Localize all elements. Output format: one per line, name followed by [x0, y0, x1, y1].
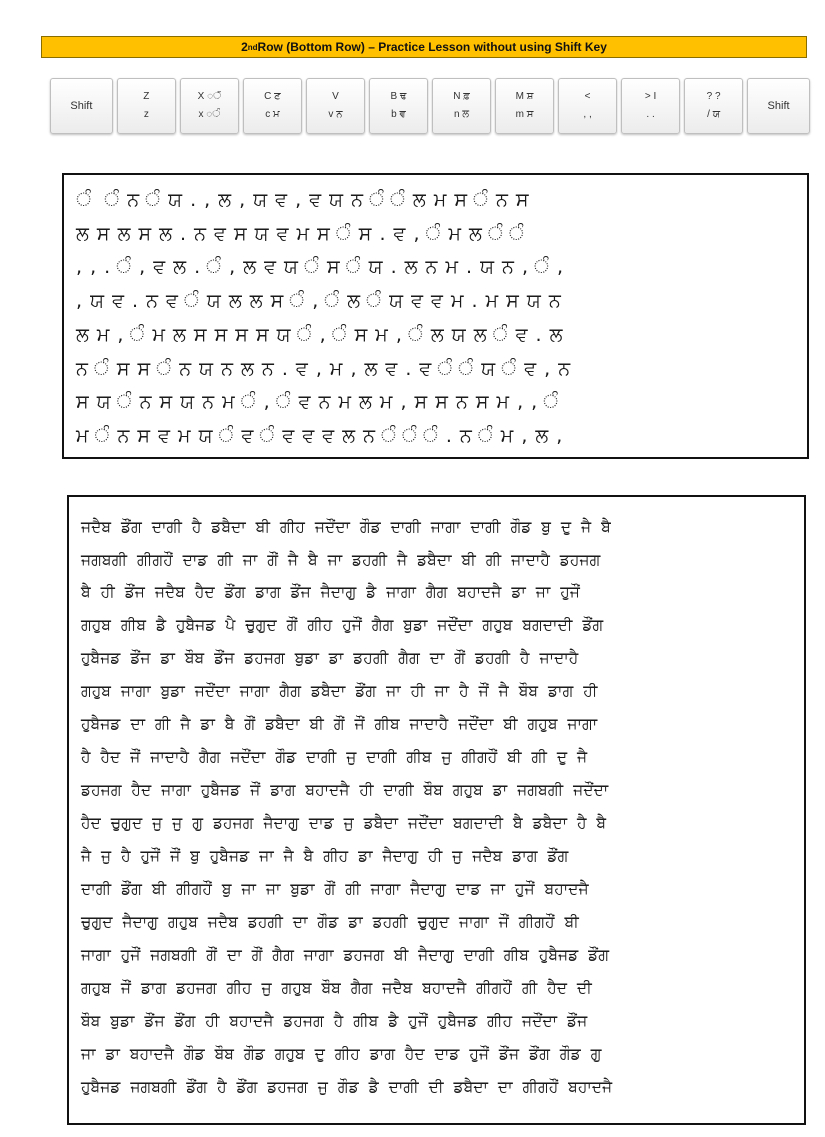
word-line: ਡਹਜਗ ਹੈਦ ਜਾਗਾ ਹੁਬੈਜਡ ਜੌਂ ਡਾਗ ਬਹਾਦਜੈ ਹੀ ਦਾਗੀ ਬੌਬ ਗਹੁਬ ਡਾ ਜਗਬਗੀ ਜਦੌਂਦਾ: [81, 781, 609, 799]
word-line: ਗਹੁਬ ਜੌਂ ਡਾਗ ਡਹਜਗ ਗੀਹ ਜੁ ਗਹੁਬ ਬੌਬ ਗੈਗ ਜਦੈਬ ਬਹਾਦਜੈ ਗੀਗਹੌਂ ਗੀ ਹੈਦ ਦੀ: [81, 979, 592, 997]
word-line: ਹੈਦ ਚੁਗੁਦ ਜੁ ਜੁ ਗੁ ਡਹਜਗ ਜੈਦਾਗੁ ਦਾਡ ਜੁ ਡਬੈਦਾ ਜਦੌਂਦਾ ਬਗਦਾਦੀ ਬੈ ਡਬੈਦਾ ਹੈ ਬੈ: [81, 814, 607, 832]
key-z[interactable]: Z z: [117, 78, 176, 134]
word-line: ਹੈ ਹੈਦ ਜੌਂ ਜਾਦਾਹੈ ਗੈਗ ਜਦੌਂਦਾ ਗੌਡ ਦਾਗੀ ਜੁ ਦਾਗੀ ਗੀਬ ਜੁ ਗੀਗਹੌਂ ਬੀ ਗੀ ਦੁ ਜੈ: [81, 748, 588, 766]
key-b[interactable]: B ਢ b ਵ: [369, 78, 428, 134]
word-line: ਜਦੈਬ ਡੌਂਗ ਦਾਗੀ ਹੈ ਡਬੈਦਾ ਬੀ ਗੀਹ ਜਦੌਂਦਾ ਗੌਡ ਦਾਗੀ ਜਾਗਾ ਦਾਗੀ ਗੌਡ ਬੁ ਦੁ ਜੈ ਬੈ: [81, 518, 611, 536]
key-x[interactable]: X ◌ੱ x ◌ੰ: [180, 78, 239, 134]
char-line: ਮ ੰ ਨ ਸ ਵ ਮ ਯ ੰ ਵ ੰ ਵ ਵ ਵ ਲ ਨ ੰ ੰ ੰ . ਨ ੰ ਮ , ਲ ,: [76, 425, 564, 447]
word-line: ਚੁਗੁਦ ਜੈਦਾਗੁ ਗਹੁਬ ਜਦੈਬ ਡਹਗੀ ਦਾ ਗੌਡ ਡਾ ਡਹਗੀ ਚੁਗੁਦ ਜਾਗਾ ਜੌਂ ਗੀਗਹੌਂ ਬੀ: [81, 913, 579, 931]
word-line: ਜਗਬਗੀ ਗੀਗਹੌਂ ਦਾਡ ਗੀ ਜਾ ਗੌਂ ਜੈ ਬੈ ਜਾ ਡਹਗੀ ਜੈ ਡਬੈਦਾ ਬੀ ਗੀ ਜਾਦਾਹੈ ਡਹਜਗ: [81, 551, 601, 569]
word-line: ਬੈ ਹੀ ਡੌਂਜ ਜਦੈਬ ਹੈਦ ਡੌਂਗ ਡਾਗ ਡੌਂਜ ਜੈਦਾਗੁ ਡੈ ਜਾਗਾ ਗੈਗ ਬਹਾਦਜੈ ਡਾ ਜਾ ਹੁਜੌਂ: [81, 583, 580, 601]
word-line: ਗਹੁਬ ਗੀਬ ਡੈ ਹੁਬੈਜਡ ਪੈ ਚੁਗੁਦ ਗੌਂ ਗੀਹ ਹੁਜੌਂ ਗੈਗ ਬੁਡਾ ਜਦੌਂਦਾ ਗਹੁਬ ਬਗਦਾਦੀ ਡੌਂਗ: [81, 616, 604, 634]
title-ordinal-suffix: nd: [247, 42, 258, 52]
word-line: ਹੁਬੈਜਡ ਡੌਂਜ ਡਾ ਬੌਬ ਡੌਂਜ ਡਹਜਗ ਬੁਡਾ ਡਾ ਡਹਗੀ ਗੈਗ ਦਾ ਗੌਂ ਡਹਗੀ ਹੈ ਜਾਦਾਹੈ: [81, 649, 579, 667]
practice-box-characters: [62, 173, 809, 459]
key-comma[interactable]: < , ,: [558, 78, 617, 134]
key-n[interactable]: N ਫ਼ n ਲ: [432, 78, 491, 134]
keyboard-bottom-row: [50, 78, 810, 136]
word-line: ਬੌਬ ਬੁਡਾ ਡੌਂਜ ਡੌਂਗ ਹੀ ਬਹਾਦਜੈ ਡਹਜਗ ਹੈ ਗੀਬ ਡੈ ਹੁਜੌਂ ਹੁਬੈਜਡ ਗੀਹ ਜਦੌਂਦਾ ਡੌਂਜ: [81, 1012, 588, 1030]
key-v[interactable]: V v ਨ: [306, 78, 365, 134]
char-line: ਲ ਮ , ੰ ਮ ਲ ਸ ਸ ਸ ਸ ਯ ੰ , ੰ ਸ ਮ , ੰ ਲ ਯ ਲ ੰ ਵ . ਲ: [76, 324, 564, 346]
char-line: ਸ ਯ ੰ ਨ ਸ ਯ ਨ ਮ ੰ , ੰ ਵ ਨ ਮ ਲ ਮ , ਸ ਸ ਨ ਸ ਮ , , ੰ: [76, 391, 560, 413]
word-line: ਦਾਗੀ ਡੌਂਗ ਬੀ ਗੀਗਹੌਂ ਬੁ ਜਾ ਜਾ ਬੁਡਾ ਗੌਂ ਗੀ ਜਾਗਾ ਜੈਦਾਗੁ ਦਾਡ ਜਾ ਹੁਜੌਂ ਬਹਾਦਜੈ: [81, 880, 589, 898]
key-m[interactable]: M ਸ਼ m ਸ: [495, 78, 554, 134]
char-line: , , . ੰ , ਵ ਲ . ੰ , ਲ ਵ ਯ ੰ ਸ ੰ ਯ . ਲ ਨ ਮ . ਯ ਨ , ੰ ,: [76, 256, 565, 278]
title-prefix: 2: [241, 40, 248, 54]
key-c[interactable]: C ਣ c ਮ: [243, 78, 302, 134]
char-line: ਲ ਸ ਲ ਸ ਲ . ਨ ਵ ਸ ਯ ਵ ਮ ਸ ੰ ਸ . ਵ , ੰ ਮ ਲ ੰ ੰ: [76, 223, 525, 245]
key-right-shift[interactable]: Shift: [747, 78, 810, 134]
char-line: , ਯ ਵ . ਨ ਵ ੰ ਯ ਲ ਲ ਸ ੰ , ੰ ਲ ੰ ਯ ਵ ਵ ਮ . ਮ ਸ ਯ ਨ: [76, 290, 562, 312]
lesson-title-bar: [41, 36, 807, 58]
practice-box-words: [67, 495, 806, 1125]
title-text: Row (Bottom Row) – Practice Lesson without using Shift Key: [257, 40, 607, 54]
word-line: ਗਹੁਬ ਜਾਗਾ ਬੁਡਾ ਜਦੌਂਦਾ ਜਾਗਾ ਗੈਗ ਡਬੈਦਾ ਡੌਂਗ ਜਾ ਹੀ ਜਾ ਹੈ ਜੌਂ ਜੈ ਬੌਬ ਡਾਗ ਹੀ: [81, 682, 598, 700]
word-line: ਜਾਗਾ ਹੁਜੌਂ ਜਗਬਗੀ ਗੌਂ ਦਾ ਗੌਂ ਗੈਗ ਜਾਗਾ ਡਹਜਗ ਬੀ ਜੈਦਾਗੁ ਦਾਗੀ ਗੀਬ ਹੁਬੈਜਡ ਡੌਂਗ: [81, 946, 610, 964]
char-line: ਨ ੰ ਸ ਸ ੰ ਨ ਯ ਨ ਲ ਨ . ਵ , ਮ , ਲ ਵ . ਵ ੰ ੰ ਯ ੰ ਵ , ਨ: [76, 358, 572, 380]
word-line: ਹੁਬੈਜਡ ਜਗਬਗੀ ਡੌਂਗ ਹੈ ਡੌਂਗ ਡਹਜਗ ਜੁ ਗੌਡ ਡੈ ਦਾਗੀ ਦੀ ਡਬੈਦਾ ਦਾ ਗੀਗਹੌਂ ਬਹਾਦਜੈ: [81, 1078, 613, 1096]
key-left-shift[interactable]: Shift: [50, 78, 113, 134]
char-line: ੰ ੰ ਨ ੰ ਯ . , ਲ , ਯ ਵ , ਵ ਯ ਨ ੰ ੰ ਲ ਮ ਸ ੰ ਨ ਸ: [76, 189, 530, 211]
key-slash[interactable]: ? ? / ਯ: [684, 78, 743, 134]
word-line: ਜਾ ਡਾ ਬਹਾਦਜੈ ਗੌਡ ਬੌਬ ਗੌਡ ਗਹੁਬ ਦੁ ਗੀਹ ਡਾਗ ਹੈਦ ਦਾਡ ਹੁਜੌਂ ਡੌਂਜ ਡੌਂਗ ਗੌਡ ਗੁ: [81, 1045, 602, 1063]
key-period[interactable]: > I . .: [621, 78, 680, 134]
word-line: ਜੈ ਜੁ ਹੈ ਹੁਜੌਂ ਜੌਂ ਬੁ ਹੁਬੈਜਡ ਜਾ ਜੈ ਬੈ ਗੀਹ ਡਾ ਜੈਦਾਗੁ ਹੀ ਜੁ ਜਦੈਬ ਡਾਗ ਡੌਂਗ: [81, 847, 569, 865]
word-line: ਹੁਬੈਜਡ ਦਾ ਗੀ ਜੈ ਡਾ ਬੈ ਗੌਂ ਡਬੈਦਾ ਬੀ ਗੌਂ ਜੌਂ ਗੀਬ ਜਾਦਾਹੈ ਜਦੌਂਦਾ ਬੀ ਗਹੁਬ ਜਾਗਾ: [81, 715, 598, 733]
